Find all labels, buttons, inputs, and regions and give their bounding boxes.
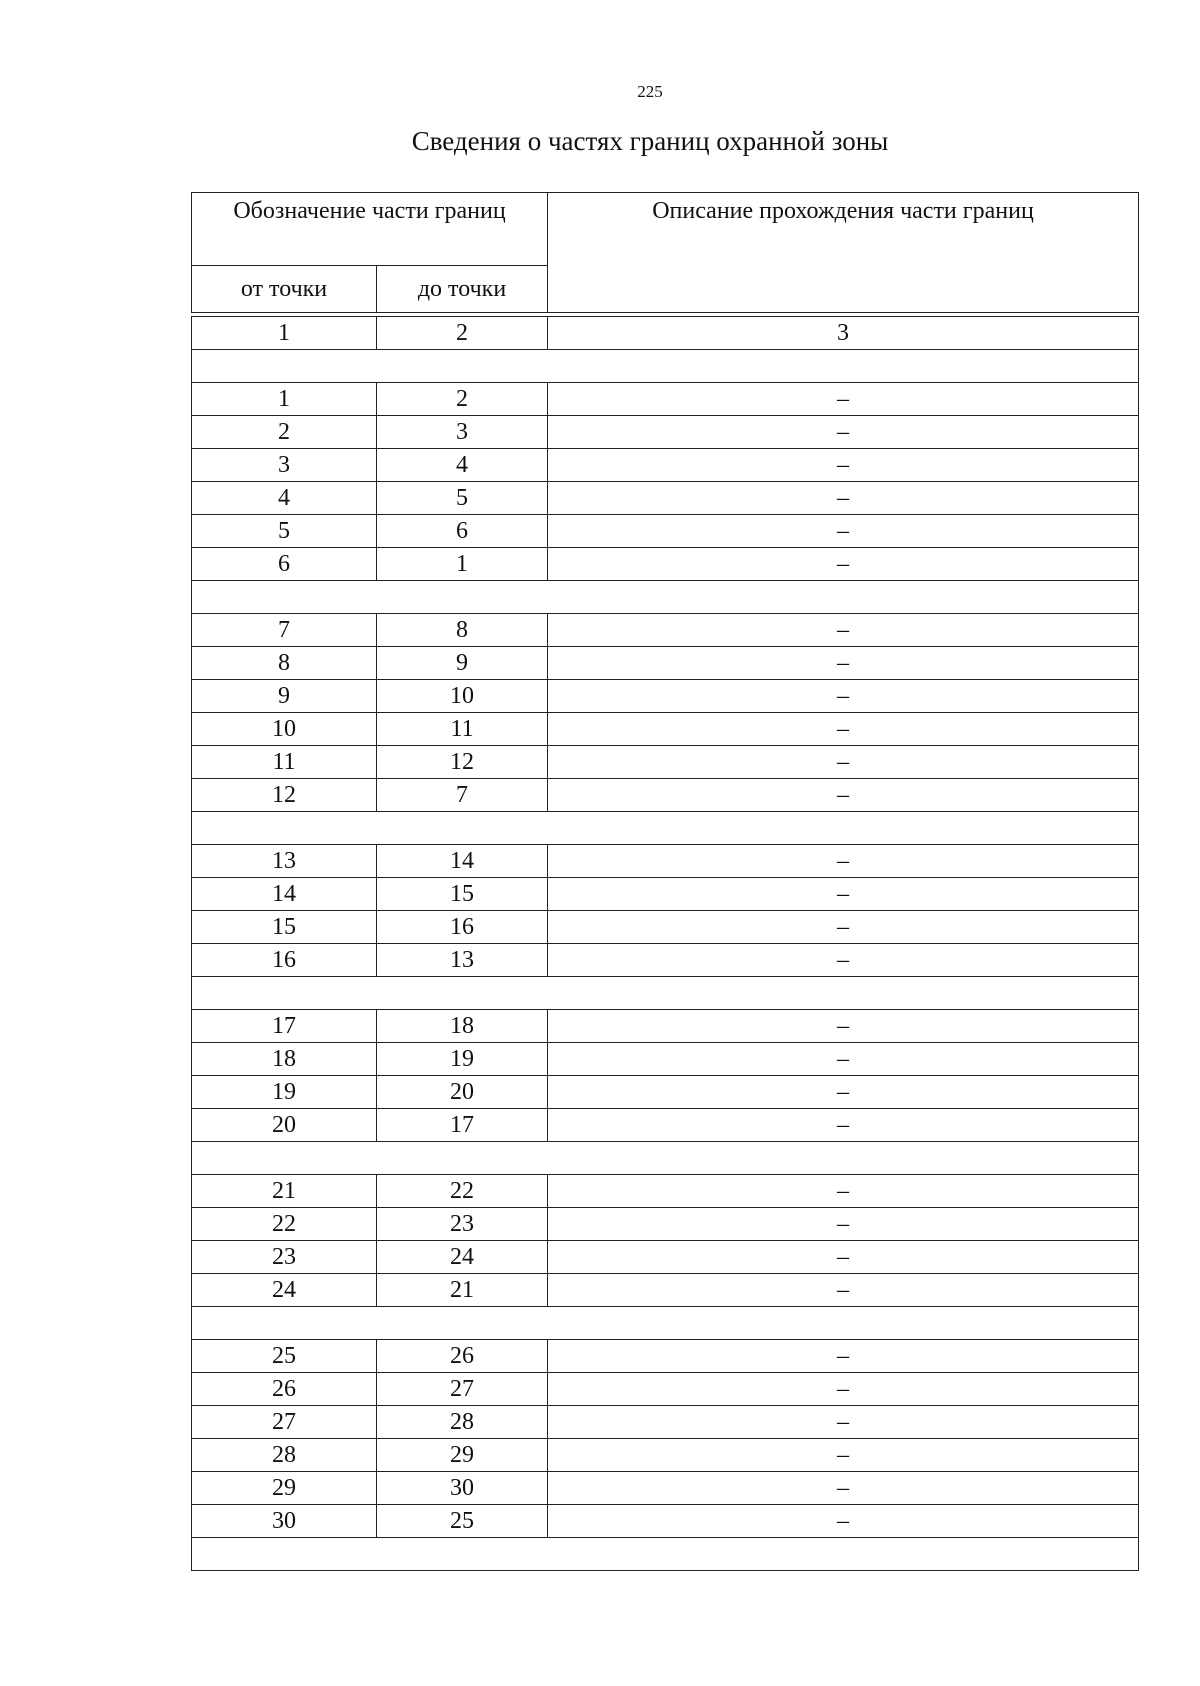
from-point-cell: 22 [192, 1208, 377, 1241]
description-cell: – [548, 449, 1139, 482]
table-row [192, 1505, 1139, 1538]
to-point-cell: 22 [377, 1175, 548, 1208]
to-point-cell: 27 [377, 1373, 548, 1406]
table-row [192, 416, 1139, 449]
description-cell: – [548, 1109, 1139, 1142]
description-cell: – [548, 1175, 1139, 1208]
from-point-cell: 13 [192, 845, 377, 878]
from-point-cell: 18 [192, 1043, 377, 1076]
description-cell: – [548, 779, 1139, 812]
to-point-cell: 18 [377, 1010, 548, 1043]
description-cell: – [548, 911, 1139, 944]
group-separator-cell [192, 1307, 1139, 1340]
table-row [192, 1340, 1139, 1373]
from-point-cell: 15 [192, 911, 377, 944]
description-cell: – [548, 482, 1139, 515]
table-row [192, 1208, 1139, 1241]
description-cell: – [548, 1406, 1139, 1439]
description-cell: – [548, 1340, 1139, 1373]
table-row [192, 779, 1139, 812]
to-point-cell: 13 [377, 944, 548, 977]
to-point-cell: 28 [377, 1406, 548, 1439]
to-point-cell: 25 [377, 1505, 548, 1538]
description-cell: – [548, 1472, 1139, 1505]
to-point-cell: 1 [377, 548, 548, 581]
description-cell: – [548, 515, 1139, 548]
description-cell: – [548, 944, 1139, 977]
to-point-cell: 17 [377, 1109, 548, 1142]
column-number-cell: 3 [548, 317, 1139, 350]
table-row [192, 1010, 1139, 1043]
to-point-cell: 29 [377, 1439, 548, 1472]
to-point-cell: 3 [377, 416, 548, 449]
from-point-cell: 27 [192, 1406, 377, 1439]
table-row [192, 911, 1139, 944]
to-point-cell: 19 [377, 1043, 548, 1076]
description-cell: – [548, 614, 1139, 647]
table-row [192, 1076, 1139, 1109]
from-point-cell: 16 [192, 944, 377, 977]
table-row [192, 1241, 1139, 1274]
description-cell: – [548, 548, 1139, 581]
from-point-cell: 20 [192, 1109, 377, 1142]
from-point-cell: 1 [192, 383, 377, 416]
group-separator-row [192, 581, 1139, 614]
table-row [192, 647, 1139, 680]
table-row [192, 1439, 1139, 1472]
from-point-cell: 12 [192, 779, 377, 812]
table-row [192, 515, 1139, 548]
column-number-row [192, 317, 1139, 350]
table-row [192, 944, 1139, 977]
to-point-cell: 7 [377, 779, 548, 812]
from-point-cell: 11 [192, 746, 377, 779]
description-header: Описание прохождения части границ [548, 193, 1139, 313]
to-point-cell: 24 [377, 1241, 548, 1274]
column-number-cell: 2 [377, 317, 548, 350]
description-cell: – [548, 1439, 1139, 1472]
page-title: Сведения о частях границ охранной зоны [411, 126, 889, 156]
table-row [192, 746, 1139, 779]
to-point-cell: 11 [377, 713, 548, 746]
group-separator-cell [192, 812, 1139, 845]
group-separator-row [192, 1538, 1139, 1571]
to-point-cell: 6 [377, 515, 548, 548]
to-point-cell: 4 [377, 449, 548, 482]
description-cell: – [548, 1010, 1139, 1043]
from-point-cell: 3 [192, 449, 377, 482]
description-cell: – [548, 1274, 1139, 1307]
group-separator-row [192, 1307, 1139, 1340]
to-point-cell: 2 [377, 383, 548, 416]
group-separator-row [192, 350, 1139, 383]
group-separator-cell [192, 1142, 1139, 1175]
description-cell: – [548, 1076, 1139, 1109]
table-row [192, 1274, 1139, 1307]
from-point-cell: 5 [192, 515, 377, 548]
to-point-header: до точки [377, 266, 548, 313]
from-point-cell: 14 [192, 878, 377, 911]
from-point-cell: 9 [192, 680, 377, 713]
from-point-cell: 26 [192, 1373, 377, 1406]
to-point-cell: 16 [377, 911, 548, 944]
group-separator-cell [192, 581, 1139, 614]
to-point-cell: 9 [377, 647, 548, 680]
table-row [192, 614, 1139, 647]
page-number: 225 [637, 82, 663, 101]
from-point-cell: 28 [192, 1439, 377, 1472]
from-point-cell: 23 [192, 1241, 377, 1274]
from-point-cell: 25 [192, 1340, 377, 1373]
table-row [192, 383, 1139, 416]
group-separator-row [192, 812, 1139, 845]
table-row [192, 680, 1139, 713]
table-row [192, 1043, 1139, 1076]
from-point-cell: 24 [192, 1274, 377, 1307]
from-point-cell: 2 [192, 416, 377, 449]
description-cell: – [548, 845, 1139, 878]
from-point-cell: 17 [192, 1010, 377, 1043]
from-point-cell: 19 [192, 1076, 377, 1109]
table-row [192, 713, 1139, 746]
group-separator-cell [192, 1538, 1139, 1571]
table-row [192, 548, 1139, 581]
to-point-cell: 10 [377, 680, 548, 713]
from-point-header: от точки [192, 266, 377, 313]
description-cell: – [548, 1241, 1139, 1274]
from-point-cell: 4 [192, 482, 377, 515]
table-row [192, 845, 1139, 878]
description-cell: – [548, 680, 1139, 713]
table-row [192, 878, 1139, 911]
description-cell: – [548, 647, 1139, 680]
to-point-cell: 30 [377, 1472, 548, 1505]
description-cell: – [548, 1208, 1139, 1241]
from-point-cell: 29 [192, 1472, 377, 1505]
to-point-cell: 26 [377, 1340, 548, 1373]
description-cell: – [548, 416, 1139, 449]
to-point-cell: 15 [377, 878, 548, 911]
from-point-cell: 8 [192, 647, 377, 680]
group-separator-row [192, 1142, 1139, 1175]
to-point-cell: 23 [377, 1208, 548, 1241]
from-point-cell: 30 [192, 1505, 377, 1538]
from-point-cell: 10 [192, 713, 377, 746]
group-separator-cell [192, 350, 1139, 383]
header-row-main [192, 193, 1139, 266]
to-point-cell: 12 [377, 746, 548, 779]
boundary-parts-table-container [191, 192, 1138, 1571]
description-cell: – [548, 713, 1139, 746]
description-cell: – [548, 383, 1139, 416]
from-point-cell: 21 [192, 1175, 377, 1208]
to-point-cell: 5 [377, 482, 548, 515]
to-point-cell: 20 [377, 1076, 548, 1109]
to-point-cell: 8 [377, 614, 548, 647]
to-point-cell: 21 [377, 1274, 548, 1307]
group-separator-row [192, 977, 1139, 1010]
table-row [192, 1373, 1139, 1406]
description-cell: – [548, 878, 1139, 911]
designation-header: Обозначение части границ [192, 193, 548, 266]
column-number-cell: 1 [192, 317, 377, 350]
group-separator-cell [192, 977, 1139, 1010]
table-row [192, 1406, 1139, 1439]
table-row [192, 1109, 1139, 1142]
to-point-cell: 14 [377, 845, 548, 878]
from-point-cell: 6 [192, 548, 377, 581]
table-row [192, 449, 1139, 482]
from-point-cell: 7 [192, 614, 377, 647]
description-cell: – [548, 1505, 1139, 1538]
table-row [192, 1472, 1139, 1505]
table-row [192, 482, 1139, 515]
description-cell: – [548, 1043, 1139, 1076]
description-cell: – [548, 746, 1139, 779]
description-cell: – [548, 1373, 1139, 1406]
boundary-parts-table [191, 192, 1139, 1571]
table-row [192, 1175, 1139, 1208]
